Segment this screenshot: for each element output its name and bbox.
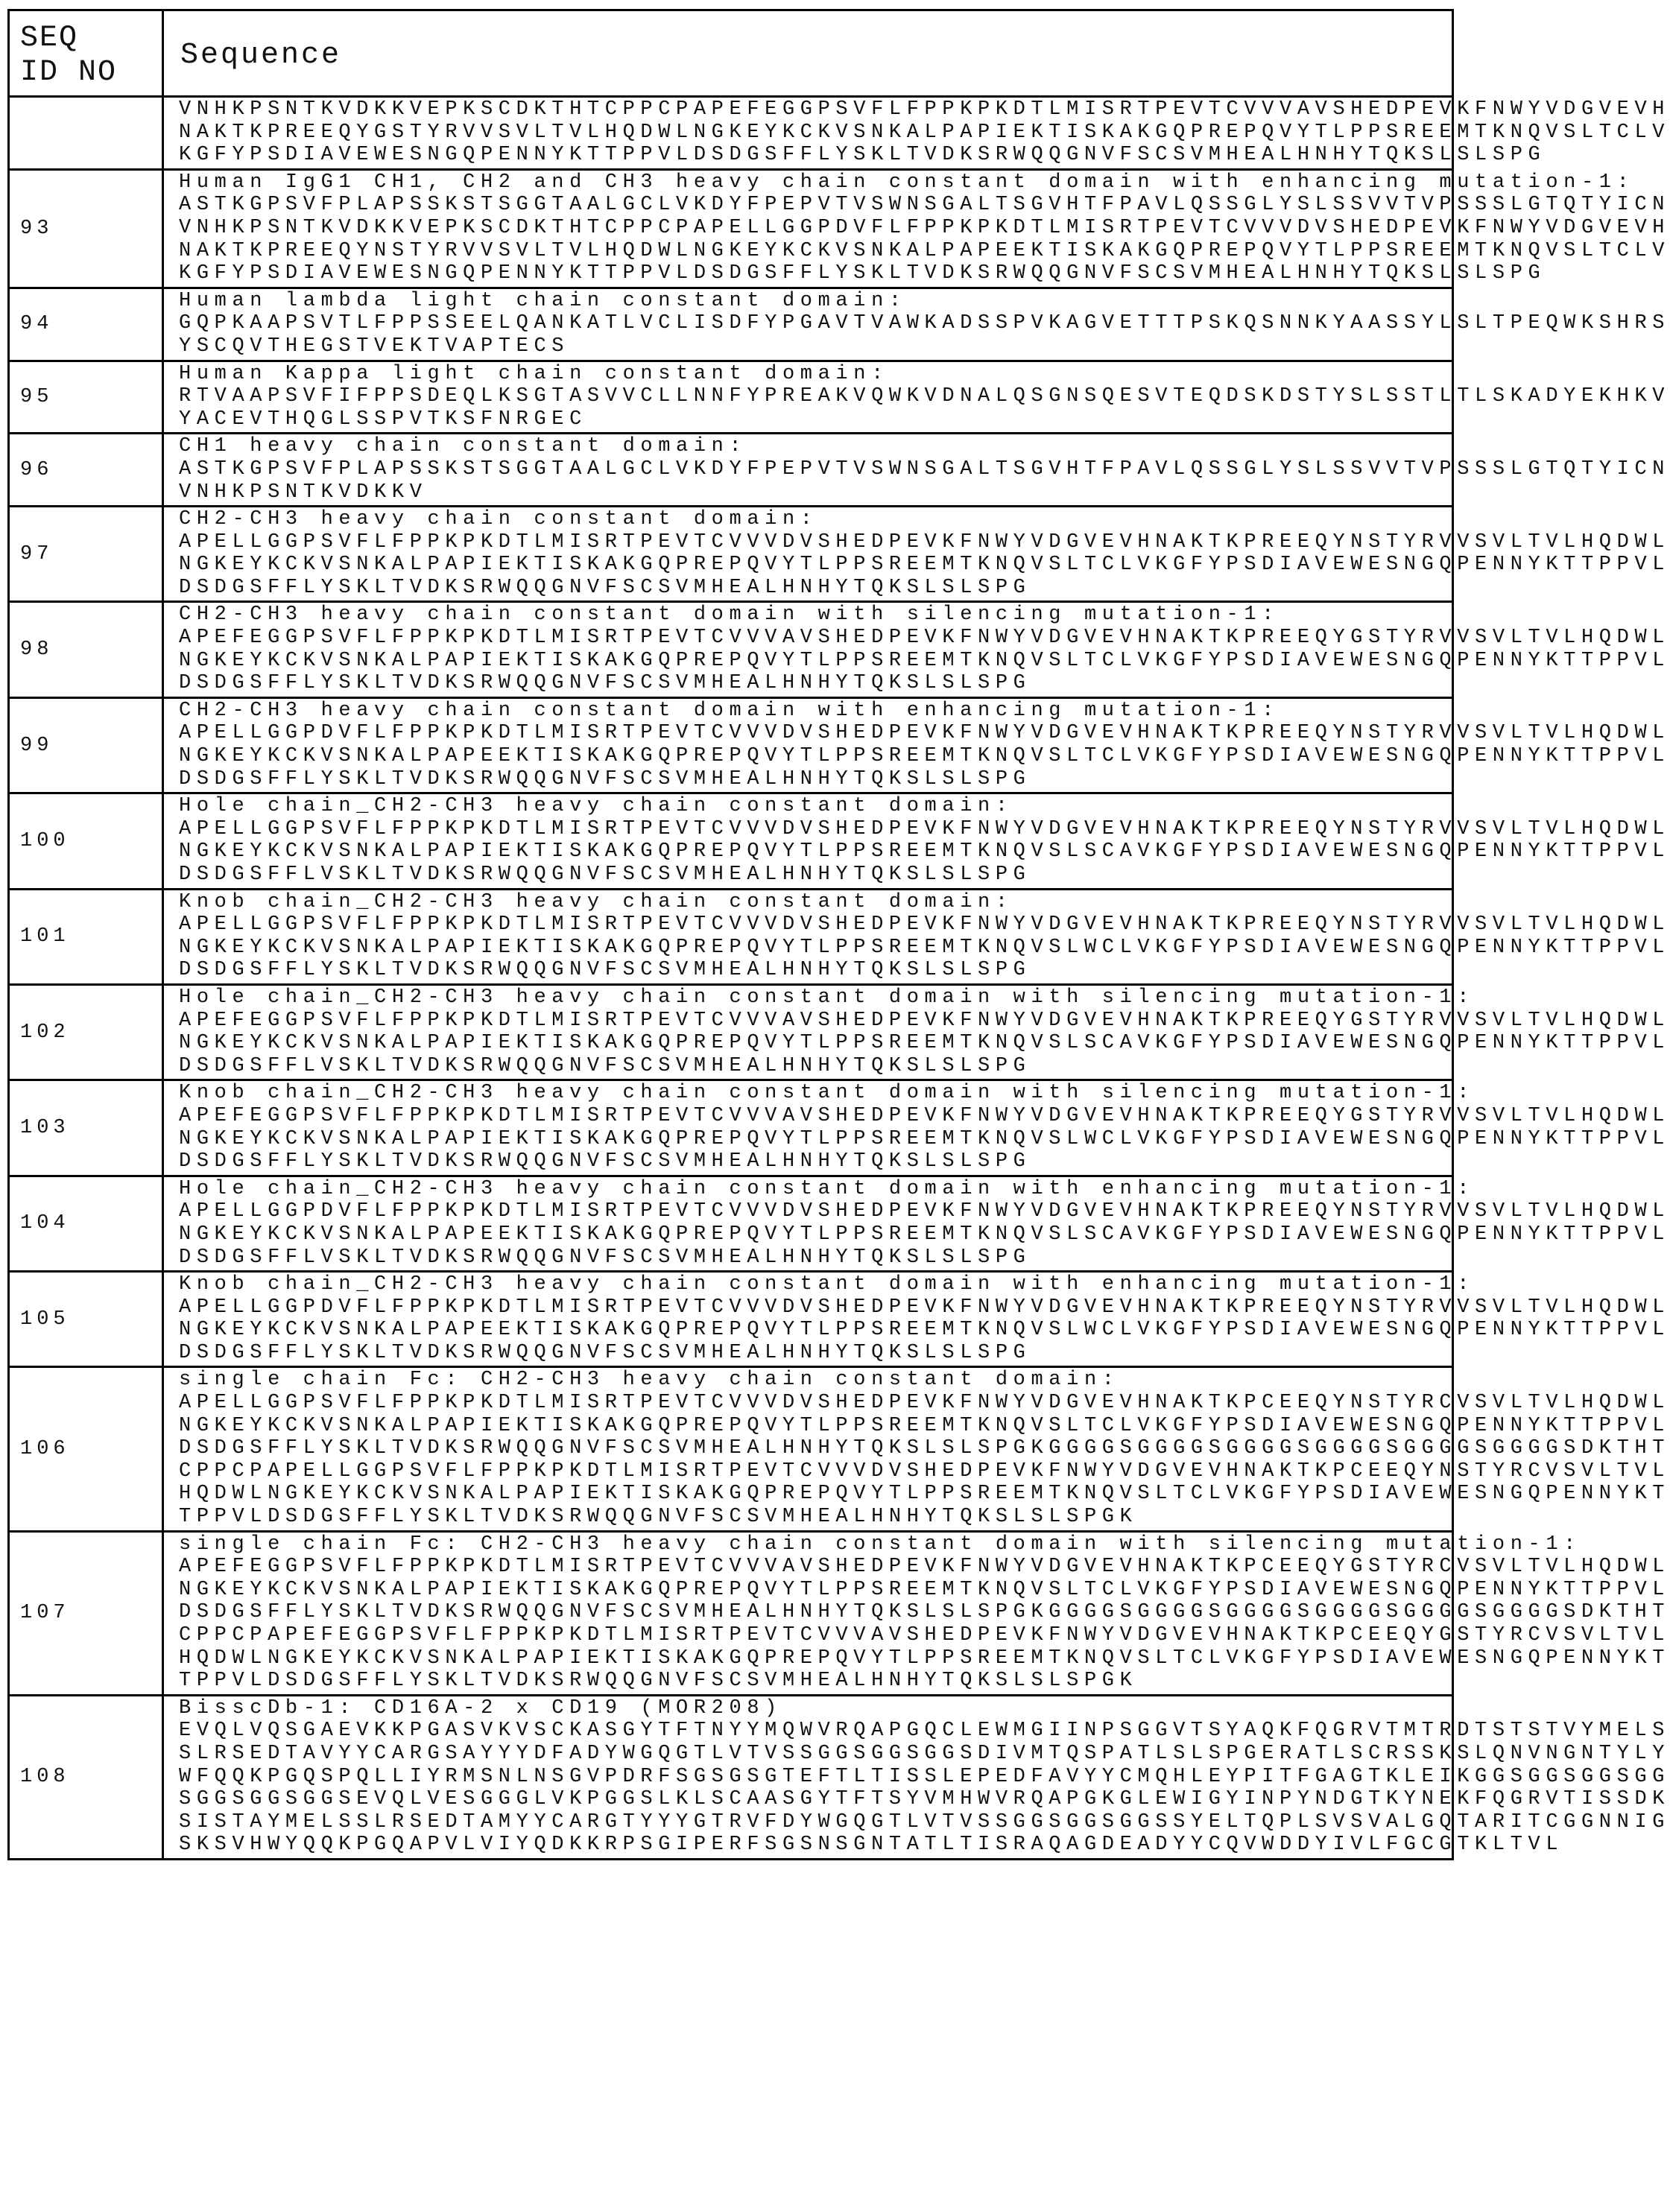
sequence-description: Knob chain_CH2-CH3 heavy chain constant domain with silencing mutation-1:	[179, 1082, 1476, 1105]
sequence-line: APEFEGGPSVFLFPPKPKDTLMISRTPEVTCVVVAVSHEDPEVKFNWYVDGVEVHNAKTKPREEQYGSTYRVVSVLTVLHQDWL	[179, 1104, 1670, 1127]
sequence-line: APEFEGGPSVFLFPPKPKDTLMISRTPEVTCVVVAVSHEDPEVKFNWYVDGVEVHNAKTKPCEEQYGSTYRCVSVLTVLHQDWL	[179, 1556, 1670, 1579]
sequence-description: Human lambda light chain constant domain:	[179, 289, 907, 312]
sequence-description: BisscDb-1: CD16A-2 x CD19 (MOR208)	[179, 1696, 782, 1720]
sequence-line: VNHKPSNTKVDKKVEPKSCDKTHTCPPCPAPELLGGPDVFLFPPKPKDTLMISRTPEVTCVVVDVSHEDPEVKFNWYVDGVEVH	[179, 216, 1670, 239]
sequence-table	[7, 9, 1670, 1860]
header-seq-id-no: SEQ ID NO	[9, 10, 163, 97]
sequence-description: Hole chain_CH2-CH3 heavy chain constant domain:	[179, 795, 1013, 818]
sequence-line: NGKEYKCKVSNKALPAPEEKTISKAKGQPREPQVYTLPPSREEMTKNQVSLSCAVKGFYPSDIAVEWESNGQPENNYKTTPPVL	[179, 1223, 1670, 1246]
sequence-line: RTVAAPSVFIFPPSDEQLKSGTASVVCLLNNFYPREAKVQWKVDNALQSGNSQESVTEQDSKDSTYSLSSTLTLSKADYEKHKV	[179, 385, 1670, 408]
sequence-line: DSDGSFFLYSKLTVDKSRWQQGNVFSCSVMHEALHNHYTQKSLSLSPG	[179, 959, 1031, 982]
sequence-description: Human Kappa light chain constant domain:	[179, 362, 889, 385]
sequence-line: APELLGGPDVFLFPPKPKDTLMISRTPEVTCVVVDVSHEDPEVKFNWYVDGVEVHNAKTKPREEQYNSTYRVVSVLTVLHQDWL	[179, 1200, 1670, 1223]
sequence-line: DSDGSFFLVSKLTVDKSRWQQGNVFSCSVMHEALHNHYTQKSLSLSPG	[179, 1246, 1031, 1269]
sequence-description: CH2-CH3 heavy chain constant domain:	[179, 508, 818, 531]
sequence-line: APEFEGGPSVFLFPPKPKDTLMISRTPEVTCVVVAVSHEDPEVKFNWYVDGVEVHNAKTKPREEQYGSTYRVVSVLTVLHQDWL	[179, 627, 1670, 650]
sequence-line: NGKEYKCKVSNKALPAPIEKTISKAKGQPREPQVYTLPPSREEMTKNQVSLSCAVKGFYPSDIAVEWESNGQPENNYKTTPPVL	[179, 840, 1670, 863]
header-sequence: Sequence	[163, 10, 1453, 97]
sequence-line: ASTKGPSVFPLAPSSKSTSGGTAALGCLVKDYFPEPVTVSWNSGALTSGVHTFPAVLQSSGLYSLSSVVTVPSSSLGTQTYICN	[179, 457, 1670, 481]
sequence-line: NGKEYKCKVSNKALPAPIEKTISKAKGQPREPQVYTLPPSREEMTKNQVSLWCLVKGFYPSDIAVEWESNGQPENNYKTTPPVL	[179, 1127, 1670, 1150]
sequence-line: APELLGGPSVFLFPPKPKDTLMISRTPEVTCVVVDVSHEDPEVKFNWYVDGVEVHNAKTKPREEQYNSTYRVVSVLTVLHQDWL	[179, 817, 1670, 840]
sequence-line: NGKEYKCKVSNKALPAPIEKTISKAKGQPREPQVYTLPPSREEMTKNQVSLTCLVKGFYPSDIAVEWESNGQPENNYKTTPPVL	[179, 649, 1670, 672]
sequence-line: APELLGGPDVFLFPPKPKDTLMISRTPEVTCVVVDVSHEDPEVKFNWYVDGVEVHNAKTKPREEQYNSTYRVVSVLTVLHQDWL	[179, 1296, 1670, 1319]
sequence-cell	[163, 507, 1670, 602]
sequence-line: NAKTKPREEQYGSTYRVVSVLTVLHQDWLNGKEYKCKVSNKALPAPIEKTISKAKGQPREPQVYTLPPSREEMTKNQVSLTCLV	[179, 121, 1670, 144]
sequence-cell	[163, 361, 1670, 434]
sequence-line: NGKEYKCKVSNKALPAPIEKTISKAKGQPREPQVYTLPPSREEMTKNQVSLTCLVKGFYPSDIAVEWESNGQPENNYKTTPPVL	[179, 1414, 1670, 1437]
seq-id-cell: 104	[9, 1176, 163, 1271]
sequence-description: single chain Fc: CH2-CH3 heavy chain constant domain:	[179, 1369, 1120, 1392]
seq-id-cell: 96	[9, 434, 163, 507]
sequence-cell	[163, 984, 1670, 1080]
table-header-row	[9, 10, 1453, 97]
sequence-line: VNHKPSNTKVDKKVEPKSCDKTHTCPPCPAPEFEGGPSVFLFPPKPKDTLMISRTPEVTCVVVAVSHEDPEVKFNWYVDGVEVH	[179, 98, 1670, 121]
sequence-cell	[163, 1367, 1670, 1531]
sequence-cell	[163, 97, 1670, 170]
table-row	[9, 361, 1453, 434]
sequence-cell	[163, 288, 1670, 361]
seq-id-cell: 106	[9, 1367, 163, 1531]
sequence-line: APEFEGGPSVFLFPPKPKDTLMISRTPEVTCVVVAVSHEDPEVKFNWYVDGVEVHNAKTKPREEQYGSTYRVVSVLTVLHQDWL	[179, 1009, 1670, 1032]
sequence-line: APELLGGPDVFLFPPKPKDTLMISRTPEVTCVVVDVSHEDPEVKFNWYVDGVEVHNAKTKPREEQYNSTYRVVSVLTVLHQDWL	[179, 722, 1670, 745]
sequence-description: Hole chain_CH2-CH3 heavy chain constant domain with enhancing mutation-1:	[179, 1177, 1476, 1200]
sequence-line: DSDGSFFLYSKLTVDKSRWQQGNVFSCSVMHEALHNHYTQKSLSLSPG	[179, 1150, 1031, 1173]
sequence-description: CH2-CH3 heavy chain constant domain with enhancing mutation-1:	[179, 699, 1280, 722]
sequence-line: NGKEYKCKVSNKALPAPIEKTISKAKGQPREPQVYTLPPSREEMTKNQVSLSCAVKGFYPSDIAVEWESNGQPENNYKTTPPVL	[179, 1032, 1670, 1055]
table-row	[9, 507, 1453, 602]
sequence-line: DSDGSFFLYSKLTVDKSRWQQGNVFSCSVMHEALHNHYTQKSLSLSPG	[179, 576, 1031, 599]
seq-id-cell: 94	[9, 288, 163, 361]
sequence-line: SGGSGGSGGSEVQLVESGGGLVKPGGSLKLSCAASGYTFTSYVMHWVRQAPGKGLEWIGYINPYNDGTKYNEKFQGRVTISSDK	[179, 1788, 1670, 1811]
table-row	[9, 793, 1453, 889]
seq-id-cell: 105	[9, 1272, 163, 1367]
table-row	[9, 1272, 1453, 1367]
seq-id-cell: 98	[9, 602, 163, 697]
sequence-cell	[163, 889, 1670, 984]
sequence-line: KGFYPSDIAVEWESNGQPENNYKTTPPVLDSDGSFFLYSKLTVDKSRWQQGNVFSCSVMHEALHNHYTQKSLSLSPG	[179, 262, 1546, 285]
seq-id-cell: 101	[9, 889, 163, 984]
table-row	[9, 602, 1453, 697]
sequence-line: WFQQKPGQSPQLLIYRMSNLNSGVPDRFSGSGSGTEFTLTISSLEPEDFAVYYCMQHLEYPITFGAGTKLEIKGGSGGSGGSGG	[179, 1765, 1670, 1788]
sequence-description: CH1 heavy chain constant domain:	[179, 435, 747, 458]
table-row	[9, 1367, 1453, 1531]
sequence-line: TPPVLDSDGSFFLYSKLTVDKSRWQQGNVFSCSVMHEALHNHYTQKSLSLSPGK	[179, 1506, 1138, 1529]
sequence-description: Knob chain_CH2-CH3 heavy chain constant domain:	[179, 890, 1013, 913]
sequence-line: DSDGSFFLVSKLTVDKSRWQQGNVFSCSVMHEALHNHYTQKSLSLSPG	[179, 863, 1031, 886]
sequence-line: APELLGGPSVFLFPPKPKDTLMISRTPEVTCVVVDVSHEDPEVKFNWYVDGVEVHNAKTKPREEQYNSTYRVVSVLTVLHQDWL	[179, 530, 1670, 554]
sequence-line: CPPCPAPEFEGGPSVFLFPPKPKDTLMISRTPEVTCVVVAVSHEDPEVKFNWYVDGVEVHNAKTKPCEEQYGSTYRCVSVLTVL	[179, 1624, 1670, 1647]
sequence-line: NGKEYKCKVSNKALPAPEEKTISKAKGQPREPQVYTLPPSREEMTKNQVSLTCLVKGFYPSDIAVEWESNGQPENNYKTTPPVL	[179, 745, 1670, 768]
sequence-line: SISTAYMELSSLRSEDTAMYYCARGTYYYGTRVFDYWGQGTLVTVSSGGSGGSGGSSYELTQPLSVSVALGQTARITCGGNNIG	[179, 1810, 1670, 1834]
sequence-line: NGKEYKCKVSNKALPAPIEKTISKAKGQPREPQVYTLPPSREEMTKNQVSLWCLVKGFYPSDIAVEWESNGQPENNYKTTPPVL	[179, 936, 1670, 959]
seq-id-cell: 93	[9, 169, 163, 288]
sequence-line: APELLGGPSVFLFPPKPKDTLMISRTPEVTCVVVDVSHEDPEVKFNWYVDGVEVHNAKTKPREEQYNSTYRVVSVLTVLHQDWL	[179, 913, 1670, 937]
table-row	[9, 169, 1453, 288]
table-row	[9, 1695, 1453, 1859]
sequence-cell	[163, 793, 1670, 889]
seq-id-cell: 108	[9, 1695, 163, 1859]
table-row	[9, 1176, 1453, 1271]
sequence-cell	[163, 602, 1670, 697]
sequence-line: DSDGSFFLYSKLTVDKSRWQQGNVFSCSVMHEALHNHYTQKSLSLSPG	[179, 672, 1031, 695]
sequence-line: DSDGSFFLYSKLTVDKSRWQQGNVFSCSVMHEALHNHYTQKSLSLSPG	[179, 1341, 1031, 1364]
seq-id-cell: 95	[9, 361, 163, 434]
table-body	[9, 97, 1670, 1860]
seq-id-cell	[9, 97, 163, 170]
sequence-line: NGKEYKCKVSNKALPAPEEKTISKAKGQPREPQVYTLPPSREEMTKNQVSLWCLVKGFYPSDIAVEWESNGQPENNYKTTPPVL	[179, 1319, 1670, 1342]
sequence-line: APELLGGPSVFLFPPKPKDTLMISRTPEVTCVVVDVSHEDPEVKFNWYVDGVEVHNAKTKPCEEQYNSTYRCVSVLTVLHQDWL	[179, 1392, 1670, 1415]
sequence-line: DSDGSFFLYSKLTVDKSRWQQGNVFSCSVMHEALHNHYTQKSLSLSPG	[179, 767, 1031, 790]
sequence-line: NGKEYKCKVSNKALPAPIEKTISKAKGQPREPQVYTLPPSREEMTKNQVSLTCLVKGFYPSDIAVEWESNGQPENNYKTTPPVL	[179, 1578, 1670, 1601]
sequence-line: SLRSEDTAVYYCARGSAYYYDFADYWGQGTLVTVSSGGSGGSGGSDIVMTQSPATLSLSPGERATLSCRSSKSLQNVNGNTYLY	[179, 1742, 1670, 1765]
sequence-description: single chain Fc: CH2-CH3 heavy chain constant domain with silencing mutation-1:	[179, 1533, 1581, 1556]
sequence-line: TPPVLDSDGSFFLYSKLTVDKSRWQQGNVFSCSVMHEALHNHYTQKSLSLSPGK	[179, 1670, 1138, 1693]
sequence-line: NAKTKPREEQYNSTYRVVSVLTVLHQDWLNGKEYKCKVSNKALPAPEEKTISKAKGQPREPQVYTLPPSREEMTKNQVSLTCLV	[179, 239, 1670, 262]
sequence-line: DSDGSFFLYSKLTVDKSRWQQGNVFSCSVMHEALHNHYTQKSLSLSPGKGGGGSGGGGSGGGGSGGGGSGGGGSGGGGSDKTHT	[179, 1601, 1670, 1624]
sequence-line: SKSVHWYQQKPGQAPVLVIYQDKKRPSGIPERFSGSNSGNTATLTISRAQAGDEADYYCQVWDDYIVLFGCGTKLTVL	[179, 1834, 1564, 1857]
seq-id-cell: 107	[9, 1531, 163, 1695]
sequence-cell	[163, 169, 1670, 288]
sequence-cell	[163, 1176, 1670, 1271]
seq-id-cell: 99	[9, 697, 163, 793]
sequence-line: ASTKGPSVFPLAPSSKSTSGGTAALGCLVKDYFPEPVTVSWNSGALTSGVHTFPAVLQSSGLYSLSSVVTVPSSSLGTQTYICN	[179, 194, 1670, 217]
sequence-cell	[163, 1080, 1670, 1176]
sequence-cell	[163, 1695, 1670, 1859]
sequence-cell	[163, 1531, 1670, 1695]
sequence-cell	[163, 1272, 1670, 1367]
sequence-line: EVQLVQSGAEVKKPGASVKVSCKASGYTFTNYYMQWVRQAPGQCLEWMGIINPSGGVTSYAQKFQGRVTMTRDTSTSTVYMELS	[179, 1720, 1670, 1743]
sequence-description: Hole chain_CH2-CH3 heavy chain constant domain with silencing mutation-1:	[179, 986, 1476, 1009]
sequence-line: KGFYPSDIAVEWESNGQPENNYKTTPPVLDSDGSFFLYSKLTVDKSRWQQGNVFSCSVMHEALHNHYTQKSLSLSPG	[179, 144, 1546, 167]
sequence-description: Human IgG1 CH1, CH2 and CH3 heavy chain constant domain with enhancing mutation-1:	[179, 171, 1635, 194]
table-row	[9, 1080, 1453, 1176]
table-row	[9, 697, 1453, 793]
sequence-table-container	[7, 9, 1670, 1860]
table-row	[9, 288, 1453, 361]
sequence-description: Knob chain_CH2-CH3 heavy chain constant domain with enhancing mutation-1:	[179, 1273, 1476, 1296]
seq-id-cell: 102	[9, 984, 163, 1080]
table-row	[9, 889, 1453, 984]
sequence-line: HQDWLNGKEYKCKVSNKALPAPIEKTISKAKGQPREPQVYTLPPSREEMTKNQVSLTCLVKGFYPSDIAVEWESNGQPENNYKT	[179, 1647, 1670, 1670]
sequence-line: DSDGSFFLYSKLTVDKSRWQQGNVFSCSVMHEALHNHYTQKSLSLSPGKGGGGSGGGGSGGGGSGGGGSGGGGSGGGGSDKTHT	[179, 1437, 1670, 1460]
sequence-line: VNHKPSNTKVDKKV	[179, 481, 428, 504]
sequence-line: DSDGSFFLVSKLTVDKSRWQQGNVFSCSVMHEALHNHYTQKSLSLSPG	[179, 1054, 1031, 1077]
seq-id-cell: 97	[9, 507, 163, 602]
sequence-line: HQDWLNGKEYKCKVSNKALPAPIEKTISKAKGQPREPQVYTLPPSREEMTKNQVSLTCLVKGFYPSDIAVEWESNGQPENNYKT	[179, 1483, 1670, 1506]
sequence-line: GQPKAAPSVTLFPPSSEELQANKATLVCLISDFYPGAVTVAWKADSSPVKAGVETTTPSKQSNNKYAASSYLSLTPEQWKSHRS	[179, 312, 1670, 335]
seq-id-cell: 103	[9, 1080, 163, 1176]
sequence-description: CH2-CH3 heavy chain constant domain with silencing mutation-1:	[179, 603, 1280, 627]
table-row	[9, 434, 1453, 507]
sequence-line: NGKEYKCKVSNKALPAPIEKTISKAKGQPREPQVYTLPPSREEMTKNQVSLTCLVKGFYPSDIAVEWESNGQPENNYKTTPPVL	[179, 554, 1670, 577]
sequence-cell	[163, 434, 1670, 507]
table-row	[9, 984, 1453, 1080]
sequence-line: YSCQVTHEGSTVEKTVAPTECS	[179, 335, 570, 358]
sequence-line: CPPCPAPELLGGPSVFLFPPKPKDTLMISRTPEVTCVVVDVSHEDPEVKFNWYVDGVEVHNAKTKPCEEQYNSTYRCVSVLTVL	[179, 1460, 1670, 1483]
table-row	[9, 97, 1453, 170]
sequence-cell	[163, 697, 1670, 793]
sequence-line: YACEVTHQGLSSPVTKSFNRGEC	[179, 408, 587, 431]
table-row	[9, 1531, 1453, 1695]
seq-id-cell: 100	[9, 793, 163, 889]
